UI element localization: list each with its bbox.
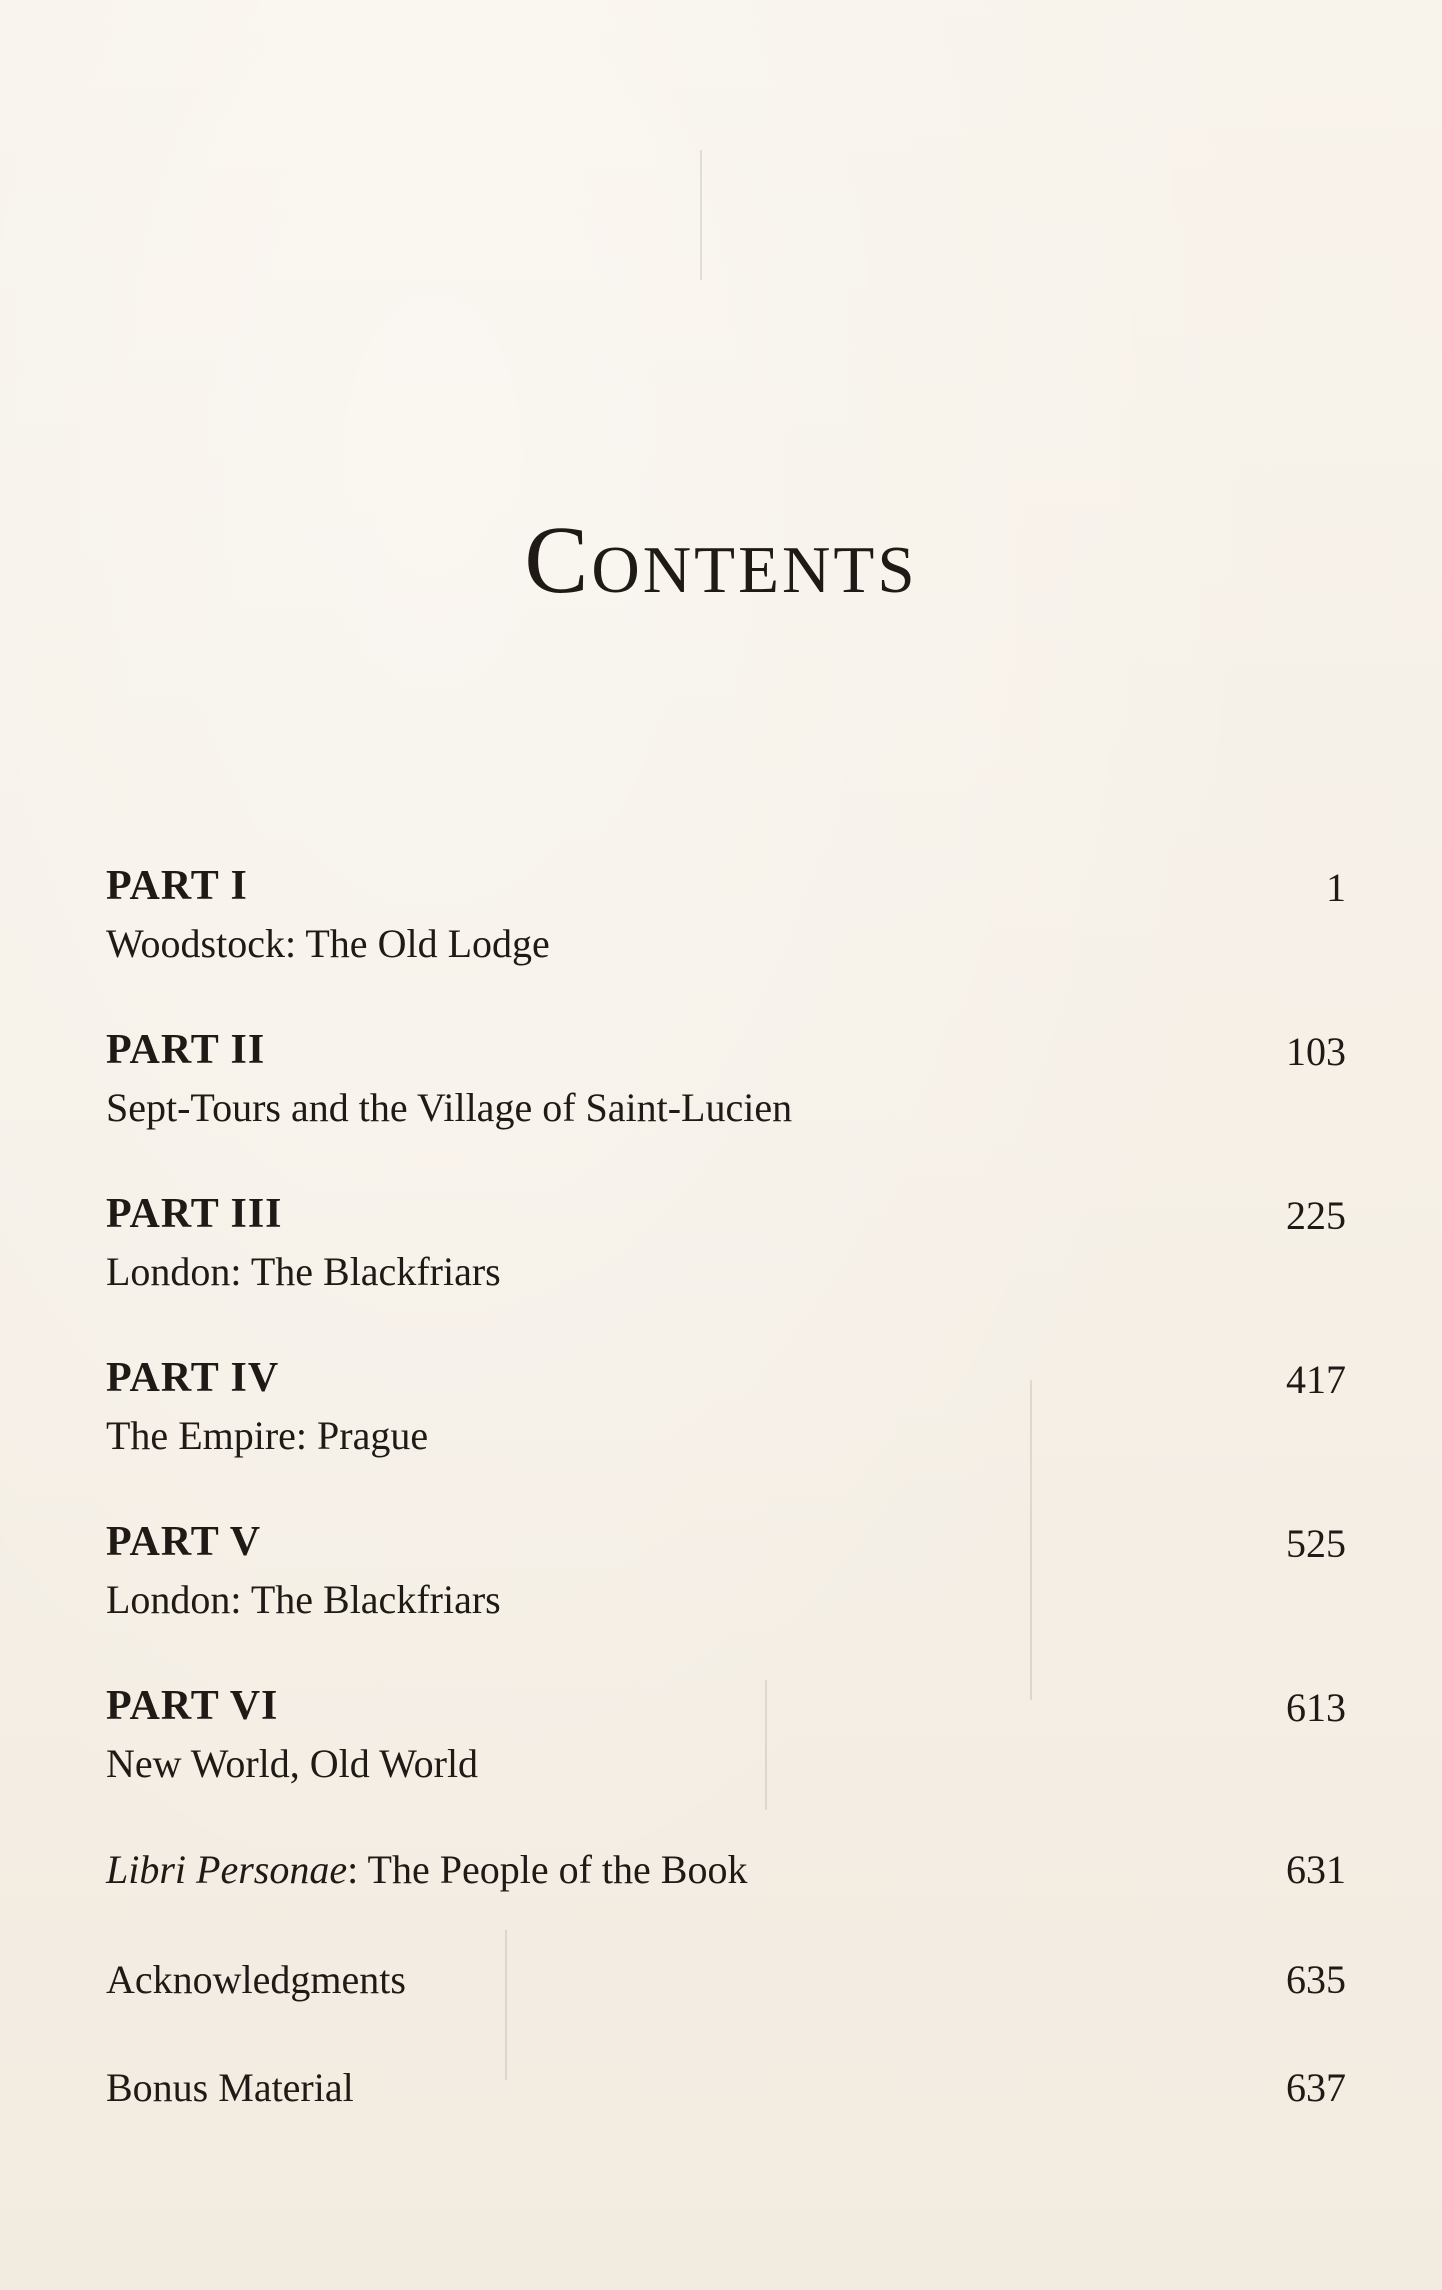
toc-entry-part-3: [106, 1190, 1346, 1298]
page-number: 635: [1286, 1957, 1346, 2002]
entry-label-rest: : The People of the Book: [347, 1847, 748, 1892]
part-subtitle: Woodstock: The Old Lodge: [106, 921, 550, 966]
part-subtitle: London: The Blackfriars: [106, 1249, 501, 1294]
toc-entry-bonus-material: [106, 2064, 1346, 2120]
part-label: PART II: [106, 1027, 266, 1073]
page-number: 225: [1286, 1193, 1346, 1238]
part-label: PART I: [106, 863, 248, 909]
page-number: 613: [1286, 1685, 1346, 1730]
toc-entry-part-1: [106, 862, 1346, 970]
toc-entry-part-4: [106, 1354, 1346, 1462]
entry-label-italic: Libri Personae: [106, 1847, 348, 1892]
entry-label: Acknowledgments: [106, 1957, 406, 2002]
paper-crease: [700, 150, 702, 280]
page-title: Contents: [524, 506, 918, 614]
part-subtitle: Sept-Tours and the Village of Saint-Lucien: [106, 1085, 793, 1130]
page-number: 631: [1286, 1847, 1346, 1892]
page-number: 525: [1286, 1521, 1346, 1566]
toc-entry-acknowledgments: [106, 1956, 1346, 2012]
page-number: 1: [1326, 865, 1346, 910]
part-label: PART V: [106, 1519, 262, 1565]
page-number: 637: [1286, 2065, 1346, 2110]
part-label: PART VI: [106, 1683, 279, 1729]
entry-label: [106, 1846, 747, 1893]
toc-entry-part-6: [106, 1682, 1346, 1790]
part-label: PART III: [106, 1191, 283, 1237]
part-subtitle: New World, Old World: [106, 1741, 479, 1786]
part-subtitle: The Empire: Prague: [106, 1413, 429, 1458]
part-subtitle: London: The Blackfriars: [106, 1577, 501, 1622]
page-number: 417: [1286, 1357, 1346, 1402]
toc-entry-part-2: [106, 1026, 1346, 1134]
toc-entry-part-5: [106, 1518, 1346, 1626]
toc-entry-libri-personae: [106, 1846, 1346, 1902]
page-number: 103: [1286, 1029, 1346, 1074]
entry-label: Bonus Material: [106, 2065, 354, 2110]
part-label: PART IV: [106, 1355, 280, 1401]
